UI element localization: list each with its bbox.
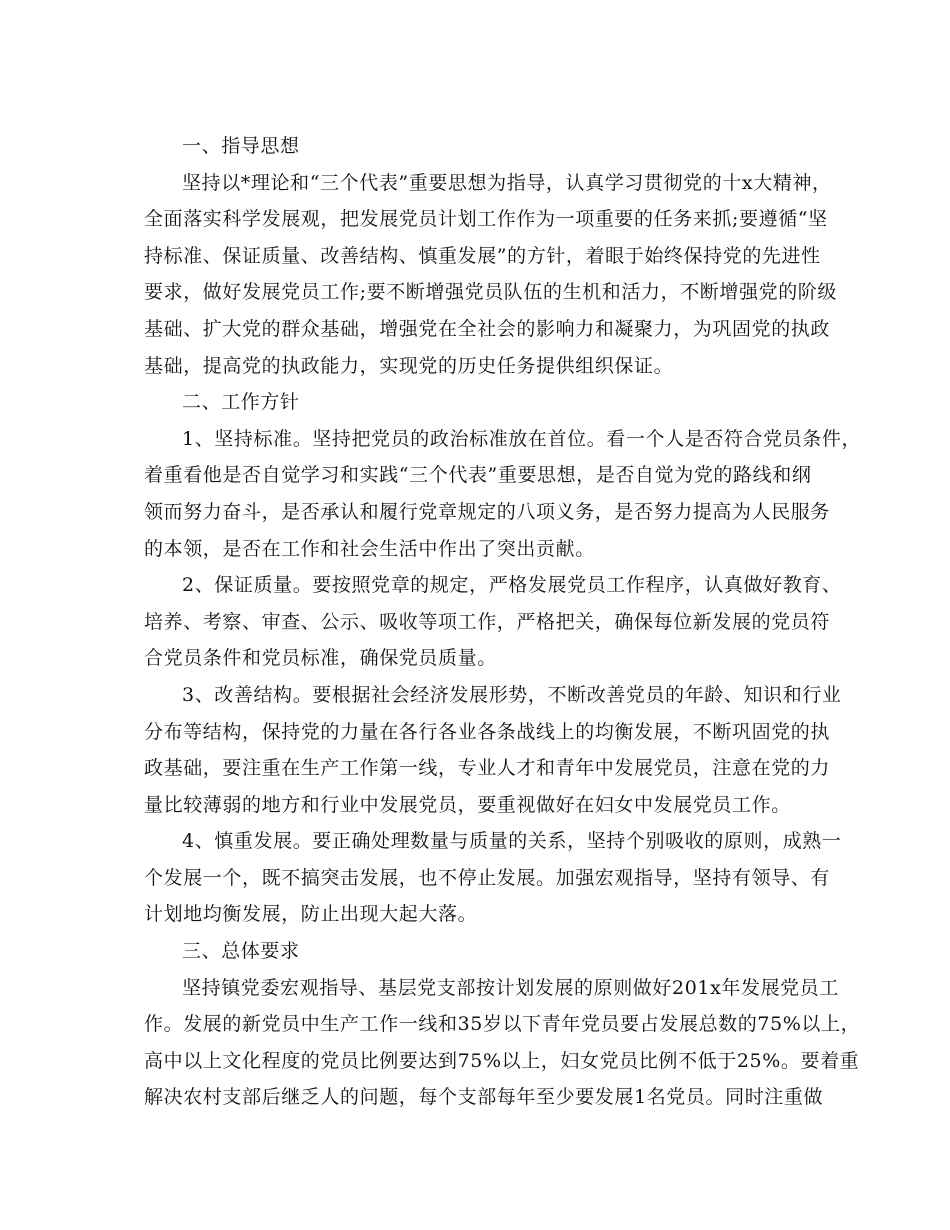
paragraph-line: 着重看他是否自觉学习和实践“三个代表”重要思想，是否自觉为党的路线和纲 <box>144 464 812 487</box>
paragraph-line: 坚持以*理论和“三个代表”重要思想为指导，认真学习贯彻党的十x大精神， <box>182 171 832 194</box>
paragraph-line: 2、保证质量。要按照党章的规定，严格发展党员工作程序，认真做好教育、 <box>182 574 842 597</box>
paragraph-line: 领而努力奋斗，是否承认和履行党章规定的八项义务，是否努力提高为人民服务 <box>144 500 831 523</box>
paragraph-overall-requirements <box>144 970 861 1116</box>
paragraph-line: 3、改善结构。要根据社会经济发展形势，不断改善党员的年龄、知识和行业 <box>182 683 842 706</box>
paragraph-line: 合党员条件和党员标准，确保党员质量。 <box>144 647 497 670</box>
paragraph-line: 持标准、保证质量、改善结构、慎重发展”的方针，着眼于始终保持党的先进性 <box>144 244 821 267</box>
paragraph-line: 分布等结构，保持党的力量在各行各业各条战线上的均衡发展，不断巩固党的执 <box>144 720 831 743</box>
paragraph-line: 坚持镇党委宏观指导、基层党支部按计划发展的原则做好201x年发展党员工 <box>182 976 839 999</box>
document-page <box>144 128 862 1116</box>
section-heading-guiding-ideology: 一、指导思想 <box>182 135 300 157</box>
paragraph-line: 解决农村支部后继乏人的问题，每个支部每年至少要发展1名党员。同时注重做 <box>144 1086 824 1109</box>
paragraph-line: 4、慎重发展。要正确处理数量与质量的关系，坚持个别吸收的原则，成熟一 <box>182 830 842 853</box>
paragraph-line: 量比较薄弱的地方和行业中发展党员，要重视做好在妇女中发展党员工作。 <box>144 793 791 816</box>
section-heading-overall-requirements: 三、总体要求 <box>182 940 300 963</box>
paragraph-line: 高中以上文化程度的党员比例要达到75%以上，妇女党员比例不低于25%。要着重 <box>144 1049 860 1072</box>
paragraph-line: 的本领，是否在工作和社会生活中作出了突出贡献。 <box>144 537 595 560</box>
paragraph-improve-structure <box>144 677 842 823</box>
paragraph-line: 基础、扩大党的群众基础，增强党在全社会的影响力和凝聚力，为巩固党的执政 <box>144 317 831 340</box>
paragraph-careful-development <box>144 823 842 933</box>
paragraph-ensure-quality <box>144 567 842 677</box>
paragraph-line: 政基础，要注重在生产工作第一线，专业人才和青年中发展党员，注意在党的力 <box>144 757 831 780</box>
paragraph-line: 基础，提高党的执政能力，实现党的历史任务提供组织保证。 <box>144 354 674 377</box>
paragraph-line: 要求，做好发展党员工作;要不断增强党员队伍的生机和活力，不断增强党的阶级 <box>144 281 838 304</box>
paragraph-line: 全面落实科学发展观，把发展党员计划工作作为一项重要的任务来抓;要遵循“坚 <box>144 208 828 231</box>
paragraph-line: 计划地均衡发展，防止出现大起大落。 <box>144 903 478 926</box>
paragraph-line: 1、坚持标准。坚持把党员的政治标准放在首位。看一个人是否符合党员条件， <box>182 427 862 450</box>
paragraph-line: 作。发展的新党员中生产工作一线和35岁以下青年党员要占发展总数的75%以上， <box>144 1013 861 1036</box>
paragraph-guiding-ideology <box>144 165 838 385</box>
section-heading-work-policy: 二、工作方针 <box>182 391 300 414</box>
paragraph-line: 培养、考察、审查、公示、吸收等项工作，严格把关，确保每位新发展的党员符 <box>144 610 831 633</box>
paragraph-line: 个发展一个，既不搞突击发展，也不停止发展。加强宏观指导，坚持有领导、有 <box>144 866 831 889</box>
paragraph-adhere-standards <box>144 421 862 567</box>
